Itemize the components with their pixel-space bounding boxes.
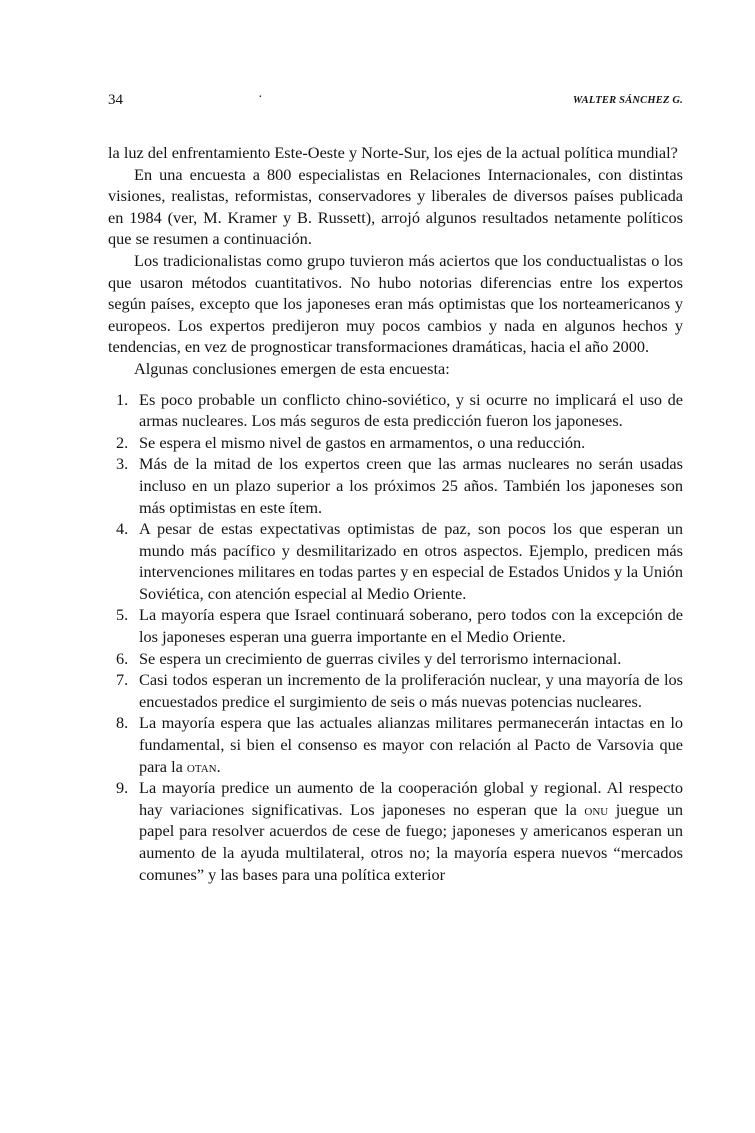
list-item-text: La mayoría espera que Israel continuará soberano, pero todos con la excepción de los japoneses esperan una guerra importante en el Medio Oriente.	[139, 605, 683, 647]
page-header	[108, 92, 683, 112]
header-dot: ·	[258, 90, 263, 105]
page-number: 34	[108, 92, 123, 108]
paragraph-survey: En una encuesta a 800 especialistas en Relaciones Internacionales, con distintas visiones, realistas, reformistas, conservadores y liberales de diversos países publicada en 1984 (ver, M. Kramer y B. Russett), arrojó algunos resultados netamente políticos que se resumen a continuación.	[108, 164, 683, 249]
running-head: WALTER SÁNCHEZ G.	[572, 95, 683, 106]
list-item-number: 9.	[116, 778, 129, 798]
list-item-text: Se espera un crecimiento de guerras civiles y del terrorismo internacional.	[139, 648, 622, 668]
list-item-text: Casi todos esperan un incremento de la proliferación nuclear, y una mayoría de los encuestados predice el surgimiento de seis o más nuevas potencias nucleares.	[139, 670, 683, 711]
list-item-text: La mayoría espera que las actuales alianzas militares permanecerán intactas en lo fundamental, si bien el consenso es mayor con relación al Pacto de Varsovia que para la	[139, 713, 683, 776]
list-item-number: 1.	[116, 389, 129, 409]
list-item-text: Más de la mitad de los expertos creen que las armas nucleares no serán usadas incluso en un plazo superior a los próximos 25 años. También los japoneses son más optimistas en este ítem.	[139, 454, 683, 517]
list-item-text: La mayoría predice un aumento de la cooperación global y regional. Al respecto hay variaciones significativas. Los japoneses no esperan que la	[139, 778, 683, 819]
list-item-number: 7.	[116, 670, 129, 690]
paragraph-continuation: la luz del enfrentamiento Este-Oeste y Norte-Sur, los ejes de la actual política mundial?	[108, 143, 678, 162]
list-item	[108, 604, 683, 647]
list-item-number: 2.	[116, 432, 129, 452]
list-item	[108, 648, 683, 670]
list-item-number: 6.	[116, 648, 129, 668]
list-item-text-end: juegue un papel para resolver acuerdos de cese de fuego; japoneses y americanos esperan un aumento de la ayuda multilateral, otros no; la mayoría espera nuevos “mercados comunes” y las bases para una política exterior	[139, 799, 683, 884]
list-item-text: Es poco probable un conflicto chino-soviético, y si ocurre no implicará el uso de armas nucleares. Los más seguros de esta predicción fueron los japoneses.	[139, 389, 683, 431]
list-item-number: 3.	[116, 454, 129, 474]
list-item-text-end: .	[216, 756, 221, 776]
list-item	[108, 518, 683, 604]
list-item-number: 5.	[116, 605, 129, 625]
list-item	[108, 453, 683, 518]
list-item	[108, 777, 683, 885]
acronym-otan: otan	[186, 756, 217, 776]
body-text	[108, 142, 683, 885]
list-item	[108, 712, 683, 777]
list-item-text: A pesar de estas expectativas optimistas de paz, son pocos los que esperan un mundo más pacífico y desmilitarizado en otros aspectos. Ejemplo, predicen más intervenciones militares en todas partes y en especial de Estados Unidos y la Unión Soviética, con atención especial al Medio Oriente.	[139, 519, 683, 603]
list-item-number: 8.	[116, 713, 129, 733]
list-item	[108, 669, 683, 712]
paragraph-conclusions-intro: Algunas conclusiones emergen de esta encuesta:	[134, 358, 450, 378]
list-item	[108, 389, 683, 432]
paragraph-traditionalists: Los tradicionalistas como grupo tuvieron más aciertos que los conductualistas o los que usaron métodos cuantitativos. No hubo notorias diferencias entre los expertos según países, excepto que los japoneses eran más optimistas que los norteamericanos y europeos. Los expertos predijeron muy pocos cambios y nada en algunos hechos y tendencias, en vez de prognosticar transformaciones dramáticas, hacia el año 2000.	[108, 250, 683, 357]
list-item-number: 4.	[116, 519, 129, 539]
list-item	[108, 432, 683, 454]
list-item-text: Se espera el mismo nivel de gastos en armamentos, o una reducción.	[139, 432, 586, 452]
conclusions-list	[108, 389, 683, 886]
acronym-onu: onu	[584, 799, 609, 819]
